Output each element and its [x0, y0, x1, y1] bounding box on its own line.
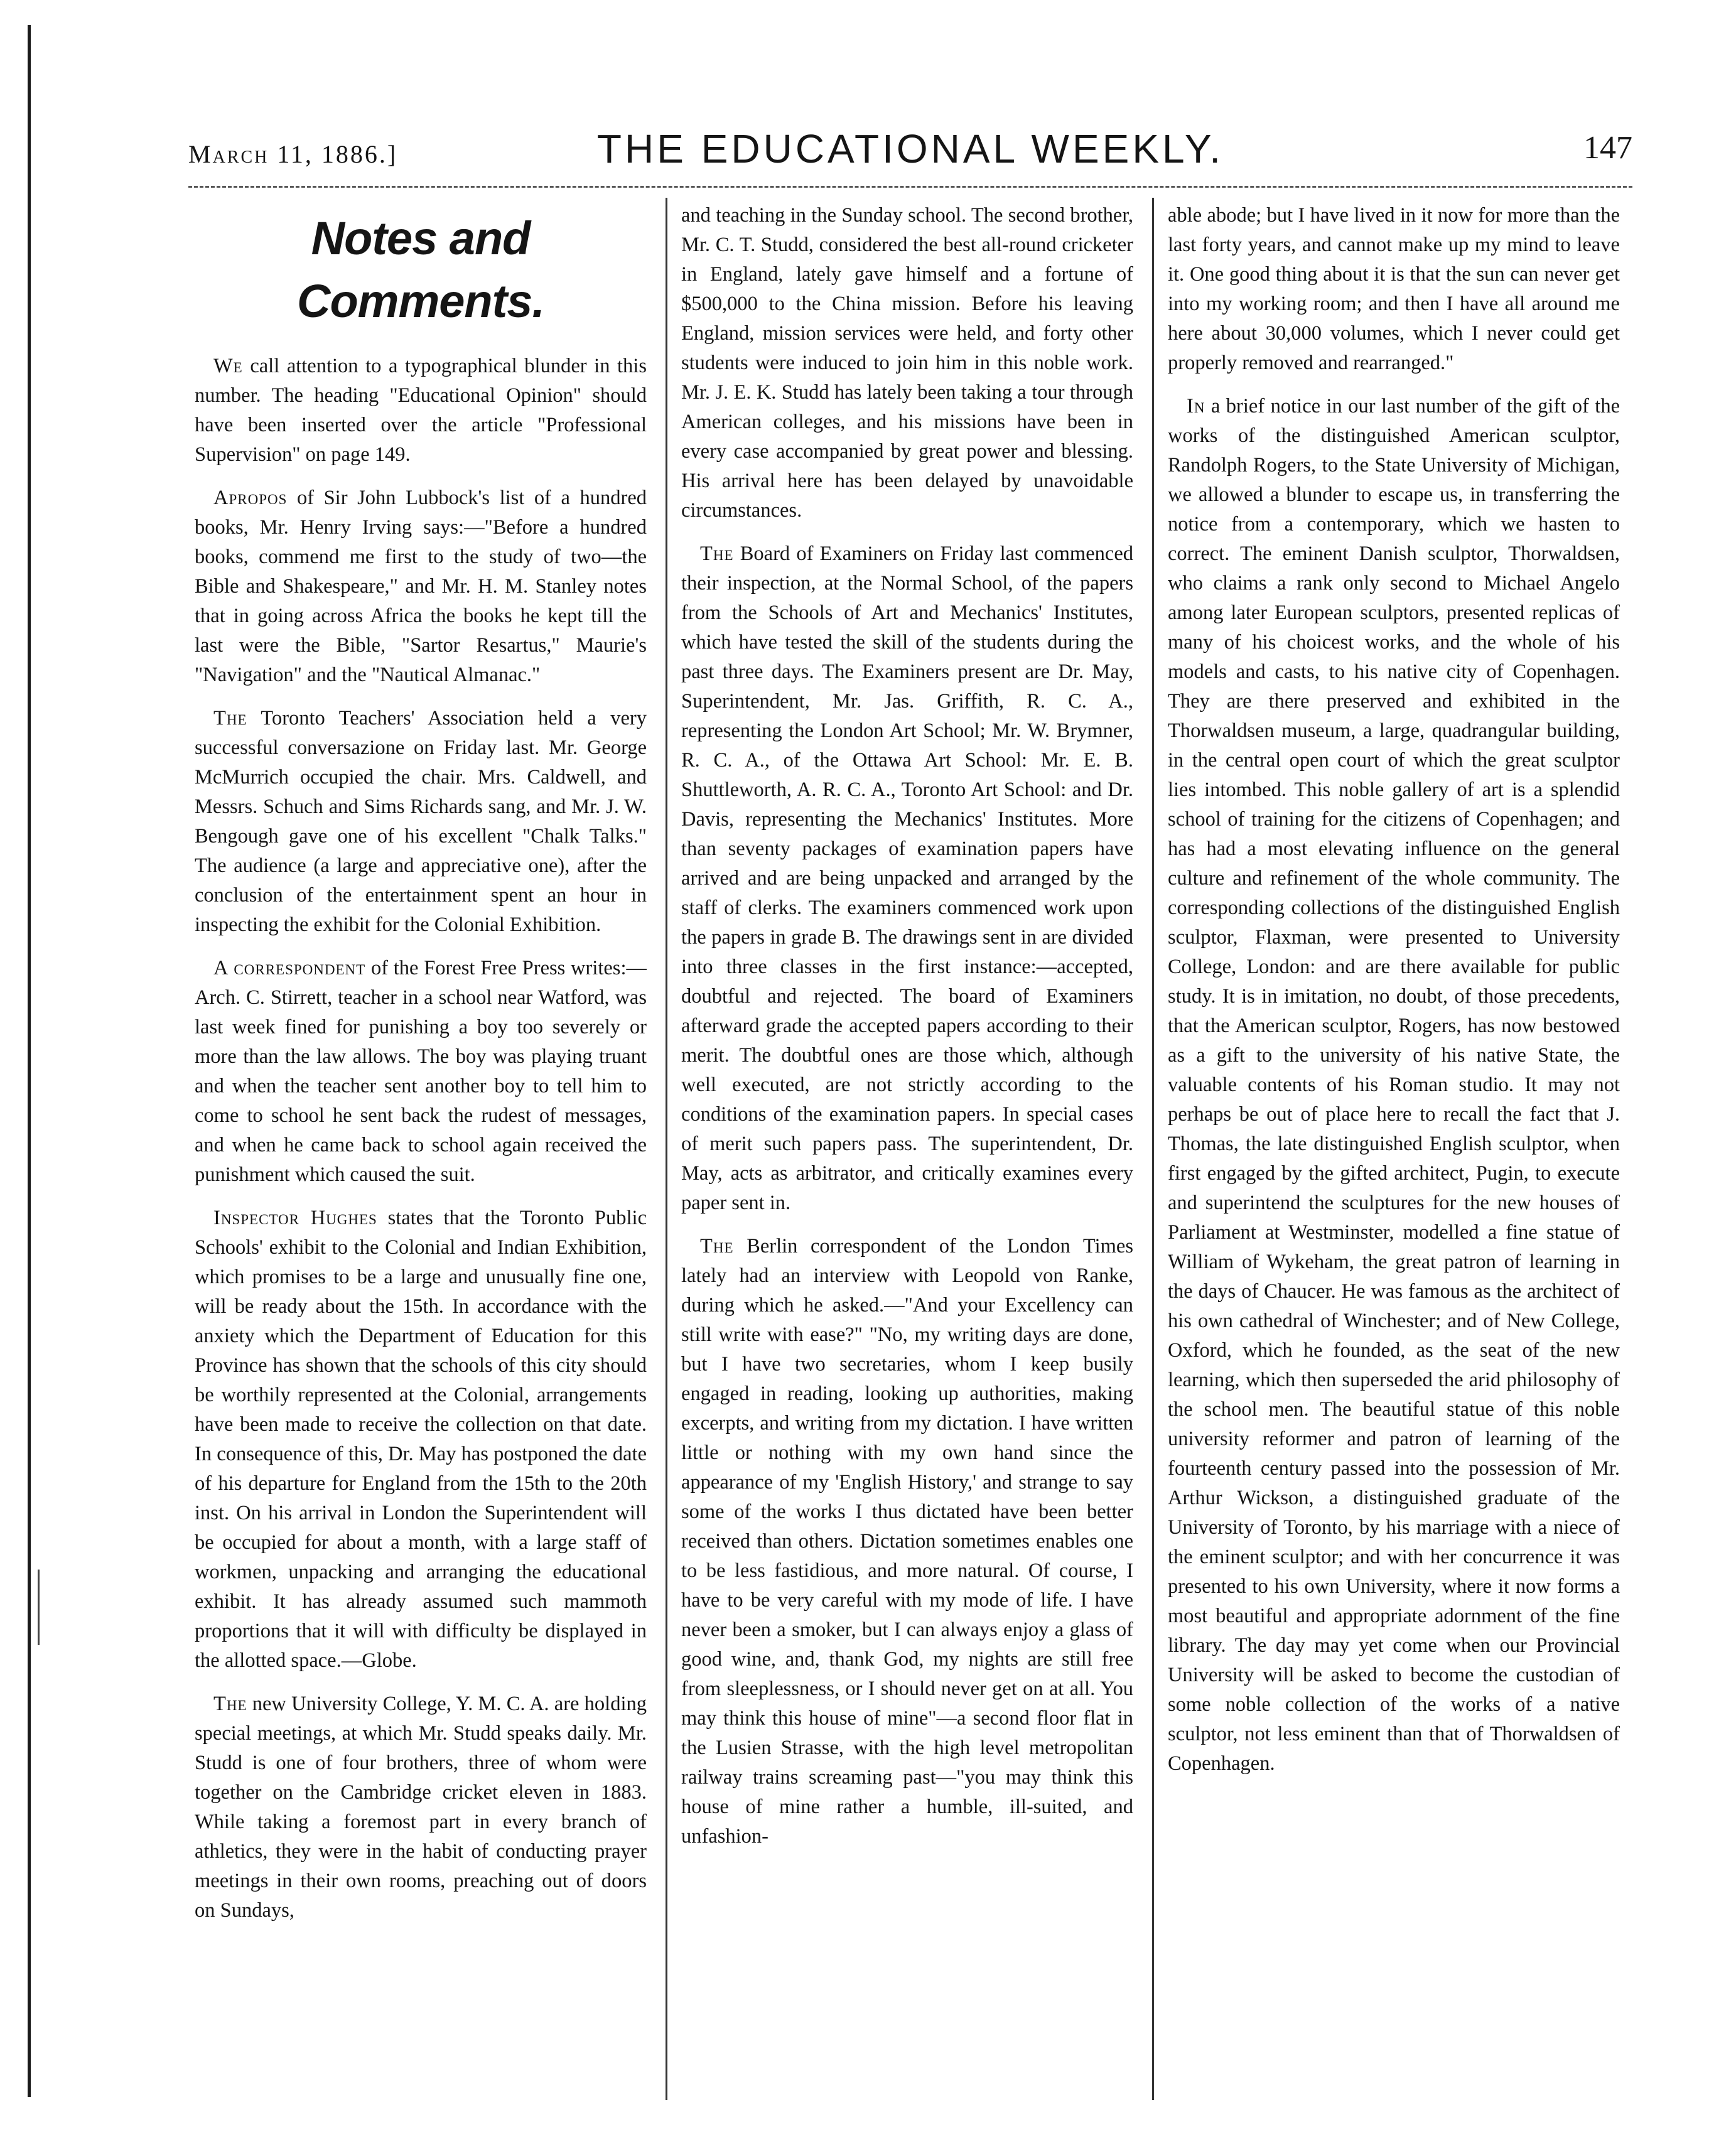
column-2-paragraphs	[681, 201, 1133, 1851]
paragraph-text: able abode; but I have lived in it now for more than the last forty years, and cannot make up my mind to leave it. One good thing about it is that the sun can never get into my working room; and then I have all around me here about 30,000 volumes, which I never could get properly removed and rearranged."	[1168, 204, 1620, 374]
paragraph-lead-word: The	[213, 1693, 247, 1715]
article-paragraph	[195, 704, 647, 940]
paragraph-lead-word: The	[213, 707, 247, 730]
paragraph-text: Berlin correspondent of the London Times lately had an interview with Leopold von Ranke, during which he asked.—"And your Excellency can still write with ease?" "No, my writing days are done, but I have two secretaries, whom I keep busily engaged in reading, looking up authorities, making excerpts, and writing from my dictation. I have written little or nothing with my own hand since the appearance of my 'English History,' and strange to say some of the works I thus dictated have been better received than others. Dictation sometimes enables one to be less fastidious, and more natural. Of course, I have to be very careful with my mode of life. I have never been a smoker, but I can always enjoy a glass of good wine, and, thank God, my nights are still free from sleeplessness, or I should never get on at all. You may think this house of mine"—a second floor flat in the Lusien Strasse, with the high level metropolitan railway trains screaming past—"you may think this house of mine rather a humble, ill-suited, and unfashion-	[681, 1235, 1133, 1848]
paragraph-lead-word: Apropos	[213, 487, 288, 509]
paragraph-text: call attention to a typographical blunder in this number. The heading "Educational Opinion" should have been inserted over the article "Professional Supervision" on page 149.	[195, 355, 647, 466]
paragraph-text: of the Forest Free Press writes:—Arch. C. Stirrett, teacher in a school near Watford, was last week fined for punishing a boy too severely or more than the law allows. The boy was playing truant and when the teacher sent another boy to tell him to come to school he sent back the rudest of messages, and when he came back to school again received the punishment which caused the suit.	[195, 957, 647, 1186]
header-rule	[188, 186, 1632, 190]
paragraph-lead-word: The	[700, 542, 734, 565]
page-number: 147	[1583, 130, 1632, 166]
paragraph-lead-word: The	[700, 1235, 734, 1258]
article-paragraph	[681, 201, 1133, 525]
paragraph-text: a brief notice in our last number of the gift of the works of the distinguished American sculptor, Randolph Rogers, to the State University of Michigan, we allowed a blunder to escape us, in transferring the notice from a contemporary, which we hasten to correct. The eminent Danish sculptor, Thorwaldsen, who claims a rank only second to Michael Angelo among later European sculptors, presented replicas of many of his choicest works, and the whole of his models and casts, to his native city of Copenhagen. They are there preserved and exhibited in the Thorwaldsen museum, a large, quadrangular building, in the central open court of which the great sculptor lies intombed. This noble gallery of art is a splendid school of training for the citizens of Copenhagen; and has had a most elevating influence on the general culture and refinement of the whole community. The corresponding collections of the distinguished English sculptor, Flaxman, were presented to University College, London: and are there available for public study. It is in imitation, no doubt, of those precedents, that the American sculptor, Rogers, has now bestowed as a gift to the university of his native State, the valuable contents of his Roman studio. It may not perhaps be out of place here to recall the fact that J. Thomas, the late distinguished English sculptor, when first engaged by the gifted architect, Pugin, to execute and superintend the sculptures for the new houses of Parliament at Westminster, modelled a fine statue of William of Wykeham, the great patron of learning in the days of Chaucer. He was famous as the architect of his own cathedral of Winchester; and of New College, Oxford, which he founded, as the seat of the new learning, which then superseded the arid philosophy of the school men. The beautiful statue of this noble university reformer and patron of learning of the fourteenth century passed into the possession of Mr. Arthur Wickson, a distinguished graduate of the University of Toronto, by his marriage with a niece of the eminent sculptor; and with her concurrence it was presented to his own University, where it now forms a most beautiful and appropriate adornment of the fine library. The day may yet come when our Provincial University will be asked to become the custodian of some noble collection of the works of a native sculptor, not less eminent than that of Thorwaldsen of Copenhagen.	[1168, 395, 1620, 1775]
article-paragraph	[195, 483, 647, 690]
article-paragraph	[1168, 392, 1620, 1779]
scan-edge-mark	[38, 1570, 40, 1645]
article-paragraph	[1168, 201, 1620, 378]
paragraph-lead-word: Inspector Hughes	[213, 1207, 377, 1229]
paragraph-text: Board of Examiners on Friday last commenced their inspection, at the Normal School, of the papers from the Schools of Art and Mechanics' Institutes, which have tested the skill of the students during the past three days. The Examiners present are Dr. May, Superintendent, Mr. Jas. Griffith, R. C. A., representing the London Art School; Mr. W. Brymner, R. C. A., of the Ottawa Art School: Mr. E. B. Shuttleworth, A. R. C. A., Toronto Art School: and Dr. Davis, representing the Mechanics' Institutes. More than seventy packages of examination papers have arrived and are being unpacked and arranged by the staff of clerks. The examiners commenced work upon the papers in grade B. The drawings sent in are divided into three classes in the first instance:—accepted, doubtful and rejected. The board of Examiners afterward grade the accepted papers according to their merit. The doubtful ones are those which, although well executed, are not strictly according to the conditions of the examination papers. In special cases of merit such papers pass. The superintendent, Dr. May, acts as arbitrator, and critically examines every paper sent in.	[681, 542, 1133, 1214]
article-paragraph	[195, 954, 647, 1190]
article-paragraph	[195, 352, 647, 470]
column-divider	[666, 198, 667, 2100]
paragraph-text: and teaching in the Sunday school. The second brother, Mr. C. T. Studd, considered the best all-round cricketer in England, lately gave himself and a fortune of $500,000 to the China mission. Before his leaving England, mission services were held, and forty other students were induced to join him in this noble work. Mr. J. E. K. Studd has lately been taking a tour through American colleges, and his missions have been in every case accompanied by great power and blessing. His arrival here has been delayed by unavoidable circumstances.	[681, 204, 1133, 522]
paragraph-text: of Sir John Lubbock's list of a hundred books, Mr. Henry Irving says:—"Before a hundred books, commend me first to the study of two—the Bible and Shakespeare," and Mr. H. M. Stanley notes that in going across Africa the books he kept till the last were the Bible, "Sartor Resartus," Maurie's "Navigation" and the "Nautical Almanac."	[195, 487, 647, 686]
paragraph-lead-word: We	[213, 355, 243, 377]
column-1-paragraphs	[195, 352, 647, 1925]
paragraph-text: new University College, Y. M. C. A. are holding special meetings, at which Mr. Studd speaks daily. Mr. Studd is one of four brothers, three of whom were together on the Cambridge cricket eleven in 1883. While taking a foremost part in every branch of athletics, they were in the habit of conducting prayer meetings in their own rooms, preaching out of doors on Sundays,	[195, 1693, 647, 1922]
column-1	[195, 201, 647, 2097]
paragraph-lead-word: A correspondent	[213, 957, 366, 979]
section-title: Notes and Comments.	[297, 212, 544, 327]
article-paragraph	[195, 1689, 647, 1925]
article-paragraph	[195, 1204, 647, 1676]
column-2	[681, 201, 1133, 2097]
article-paragraph	[681, 539, 1133, 1218]
column-3-paragraphs	[1168, 201, 1620, 1779]
paragraph-text: states that the Toronto Public Schools' exhibit to the Colonial and Indian Exhibition, which promises to be a large and unusually fine one, will be ready about the 15th. In accordance with the anxiety which the Department of Education for this Province has shown that the schools of this city should be worthily represented at the Colonial, arrangements have been made to receive the collection on that date. In consequence of this, Dr. May has postponed the date of his departure for England from the 15th to the 20th inst. On his arrival in London the Superintendent will be occupied for about a month, with a large staff of workmen, unpacking and arranging the educational exhibit. It has already assumed such mammoth proportions that it will with difficulty be displayed in the allotted space.—Globe.	[195, 1207, 647, 1672]
publication-title: THE EDUCATIONAL WEEKLY.	[596, 126, 1224, 171]
page-header	[188, 126, 1632, 182]
scan-edge-line	[28, 25, 31, 2097]
issue-date: March 11, 1886.]	[188, 140, 398, 168]
article-paragraph	[681, 1232, 1133, 1851]
paragraph-text: Toronto Teachers' Association held a very successful conversazione on Friday last. Mr. George McMurrich occupied the chair. Mrs. Caldwell, and Messrs. Schuch and Sims Richards sang, and Mr. J. W. Bengough gave one of his excellent "Chalk Talks." The audience (a large and appreciative one), after the conclusion of the entertainment spent an hour in inspecting the exhibit for the Colonial Exhibition.	[195, 707, 647, 936]
column-3	[1168, 201, 1620, 2097]
column-divider	[1152, 198, 1154, 2100]
paragraph-lead-word: In	[1187, 395, 1205, 417]
